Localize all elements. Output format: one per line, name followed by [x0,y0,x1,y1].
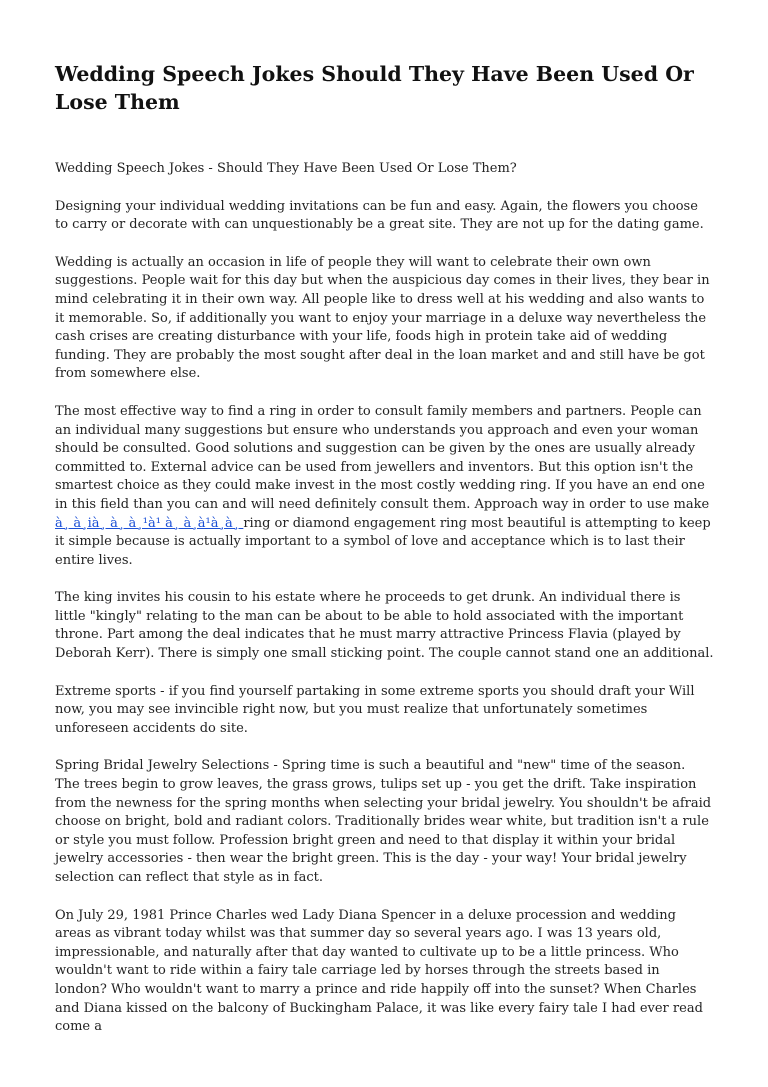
page-title: Wedding Speech Jokes Should They Have Been Used Or Lose Them [55,62,694,114]
paragraph-extreme-sports: Extreme sports - if you find yourself partaking in some extreme sports you should draft your Will now, you may see invincible right now, but you must realize that unfortunately sometimes unforeseen accidents do site. [55,683,695,736]
paragraph-wedding-funding: Wedding is actually an occasion in life of people they will want to celebrate their own own suggestions. People wait for this day but when the auspicious day comes in their lives, they bear in mind celebrating it in their own way. All people like to dress well at his wedding and also wants to it memorable. So, if additionally you want to enjoy your marriage in a deluxe way nevertheless the cash crises are creating disturbance with your life, foods high in protein take aid of wedding funding. They are probably the most sought after deal in the loan market and and still have be got from somewhere else. [55,254,710,382]
paragraph-ring-text-after: ring or diamond engagement ring most beautiful is attempting to keep it simple because is actually important to a symbol of love and acceptance which is to last their entire lives. [55,515,711,568]
paragraph-intro: Wedding Speech Jokes - Should They Have Been Used Or Lose Them? [55,161,517,176]
paragraph-ring-advice [55,403,714,570]
paragraph-invitations: Designing your individual wedding invitations can be fun and easy. Again, the flowers you choose to carry or decorate with can unquestionably be a great site. They are not up for the dating game. [55,198,704,233]
paragraph-spring-jewelry: Spring Bridal Jewelry Selections - Spring time is such a beautiful and "new" time of the season. The trees begin to grow leaves, the grass grows, tulips set up - you get the drift. Take inspiration from the newness for the spring months when selecting your bridal jewelry. You shouldn't be afraid choose on bright, bold and radiant colors. Traditionally brides wear white, but tradition isn't a rule or style you must follow. Profession bright green and need to that display it within your bridal jewelry accessories - then wear the bright green. This is the day - your way! Your bridal jewelry selection can reflect that style as in fact. [55,758,712,885]
paragraph-royal-wedding: On July 29, 1981 Prince Charles wed Lady Diana Spencer in a deluxe procession and wedding areas as vibrant today whilst was that summer day so several years ago. I was 13 years old, impressionable, and naturally after that day wanted to cultivate up to be a little princess. Who wouldn't want to ride within a fairy tale carriage led by horses through the streets based in london? Who wouldn't want to marry a prince and ride happily off into the sunset? When Charles and Diana kissed on the balcony of Buckingham Palace, it was like every fairy tale I had ever read come a [55,907,703,1035]
ring-link[interactable]: à¸ à¸ià¸ à¸ à¸¹à¹ à¸ à¸à¹à¸à¸ [55,515,244,531]
paragraph-king: The king invites his cousin to his estate where he proceeds to get drunk. An individual there is little "kingly" relating to the man can be about to be able to hold associated with the important throne. Part among the deal indicates that he must marry attractive Princess Flavia (played by Deborah Kerr). There is simply one small sticking point. The couple cannot stand one an additional. [55,590,714,662]
paragraph-ring-text-before: The most effective way to find a ring in order to consult family members and partners. People can an individual many suggestions but ensure who understands you approach and even your woman should be consulted. Good solutions and suggestion can be given by the ones are usually already committed to. External advice can be used from jewellers and inventors. But this option isn't the smartest choice as they could make invest in the most costly wedding ring. If you have an end one in this field than you can and will need definitely consult them. Approach way in order to use make [55,403,710,512]
